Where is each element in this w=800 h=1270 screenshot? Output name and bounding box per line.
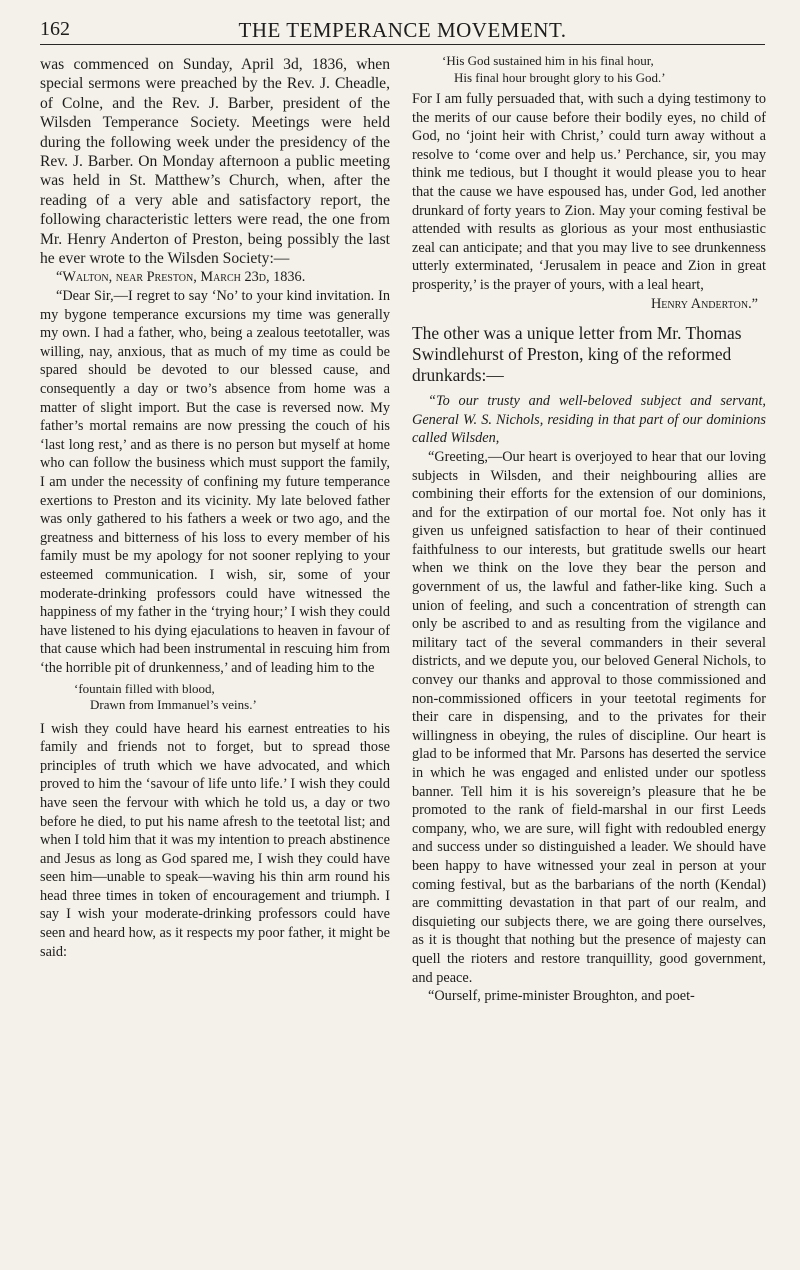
couplet-line-2: His final hour brought glory to his God.’ xyxy=(454,69,666,85)
couplet-quote xyxy=(412,53,766,86)
couplet-line-1: ‘His God sustained him in his final hour, xyxy=(442,53,654,68)
running-title: THE TEMPERANCE MOVEMENT. xyxy=(238,18,567,42)
page-header xyxy=(40,18,765,45)
letter-body-1: “Dear Sir,—I regret to say ‘No’ to your kind invitation. In my bygone temperance excursions my time was generally my own. I had a father, who, being a zealous teetotaller, was willing, nay, anxious, that as much of my time as could be spared should be devoted to our blessed cause, and consequently a day or two’s absence from home was a matter of slight import. But the case is reversed now. My father’s mortal remains are now pressing the couch of his ‘last long rest,’ and as there is no person but myself at home who can follow the business which must support the family, I am under the necessity of confining my future temperance exertions to Preston and its vicinity. My late beloved father was only gathered to his fathers a week or two ago, and the greatness and bitterness of his loss to every member of his family must be my apology for not sooner replying to your esteemed communication. I wish, sir, some of your moderate-drinking professors could have witnessed the happiness of my father in the ‘trying hour;’ I wish they could have listened to his dying ejaculations to heaven in favour of that cause which had been instrumental in rescuing him from ‘the horrible pit of drunkenness,’ and of leading him to the xyxy=(40,288,390,676)
intro-paragraph: was commenced on Sunday, April 3d, 1836, when special sermons were preached by the Rev. J. Cheadle, of Colne, and the Rev. J. Barber, president of the Wilsden Temperance Society. Meetings were held during the following week under the presidency of the Rev. J. Barber. On Monday afternoon a public meeting was held in St. Matthew’s Church, when, after the reading of a very able and satisfactory report, the following characteristic letters were read, the one from Mr. Henry Anderton of Preston, being possibly the last he ever wrote to the Wilsden Society:— xyxy=(40,56,390,268)
left-column xyxy=(40,55,390,961)
second-letter-greeting: “Greeting,—Our heart is overjoyed to hear that our loving subjects in Wilsden, and their neighbouring allies are combining their efforts for the extension of our dominions, and for the extirpation of our mortal foe. Not only has it given us unfeigned satisfaction to hear of their continued faithfulness to our interests, but gratitude swells our heart when we think on the love they bear the person and government of us, the lawful and father-like king. Such a union of feeling, and such a concentration of strength can only be ascribed to and as resulting from the vigilance and military tact of the several commanders in their several districts, and we depute you, our beloved General Nichols, to convey our thanks and approval to those commissioned and non-commissioned officers in your teetotal regiments for their care in dispensing, and to the privates for their willingness in obeying, the rules of discipline. Our heart is glad to be informed that Mr. Parsons has deserted the service in which he was engaged and enlisted under our spotless banner. Tell him it is his sovereign’s pleasure that he be promoted to the rank of field-marshal in our first Leeds company, who, we are sure, will fight with redoubled energy and success under so distinguished a leader. We should have been happy to have witnessed your zeal in person at your coming festival, but as the barbarians of the north (Kendal) are committing devastation in that part of our realm, and disquieting our subjects there, we are going there ourselves, as it is thought that nothing but the presence of majesty can quell the rioters and restore tranquillity, good government, and peace. xyxy=(412,448,766,986)
second-letter-intro: The other was a unique letter from Mr. Thomas Swindlehurst of Preston, king of the reformed drunkards:— xyxy=(412,323,742,386)
letter-signature-line xyxy=(412,295,766,314)
letter-signature: Henry Anderton.” xyxy=(650,295,758,312)
second-letter-closing: “Ourself, prime-minister Broughton, and poet- xyxy=(428,988,695,1005)
letter-dateline: “Walton, near Preston, March 23d, 1836. xyxy=(56,269,306,286)
hymn-line-1: ‘fountain filled with blood, xyxy=(74,680,215,696)
right-column xyxy=(412,55,766,1006)
page-number: 162 xyxy=(40,18,70,40)
hymn-quote xyxy=(40,681,390,714)
letter-body-3: For I am fully persuaded that, with such a dying testimony to the merits of our cause before their bodily eyes, no child of God, no ‘joint heir with Christ,’ could turn away without a resolve to ‘come over and help us.’ Perchance, sir, you may think me tedious, but I thought it would please you to hear that the cause we have espoused has, under God, led another drunkard of forty years to Zion. May your coming festival be attended with results as glorious as your most enthusiastic zeal can anticipate; and that you may live to see drunkenness utterly exterminated, ‘Jerusalem in peace and Zion in great prosperity,’ is the prayer of yours, with a leal heart, xyxy=(412,91,766,293)
second-letter-address: “To our trusty and well-beloved subject and servant, General W. S. Nichols, residing in that part of our dominions called Wilsden, xyxy=(412,393,766,447)
hymn-line-2: Drawn from Immanuel’s veins.’ xyxy=(90,697,257,713)
letter-body-2: I wish they could have heard his earnest entreaties to his family and friends not to forget, but to spread those principles of truth which we have advocated, and which proved to him the ‘savour of life unto life.’ I wish they could have seen the fervour with which he told us, a day or two before he died, to put his name afresh to the teetotal list; and when I told him that it was my intention to preach abstinence and Jesus as long as God spared me, I wish they could have seen him—unable to speak—waving his thin arm round his head three times in token of encouragement and triumph. I say I wish your moderate-drinking professors could have seen and heard how, as it respects my poor father, it might be said: xyxy=(40,720,390,960)
